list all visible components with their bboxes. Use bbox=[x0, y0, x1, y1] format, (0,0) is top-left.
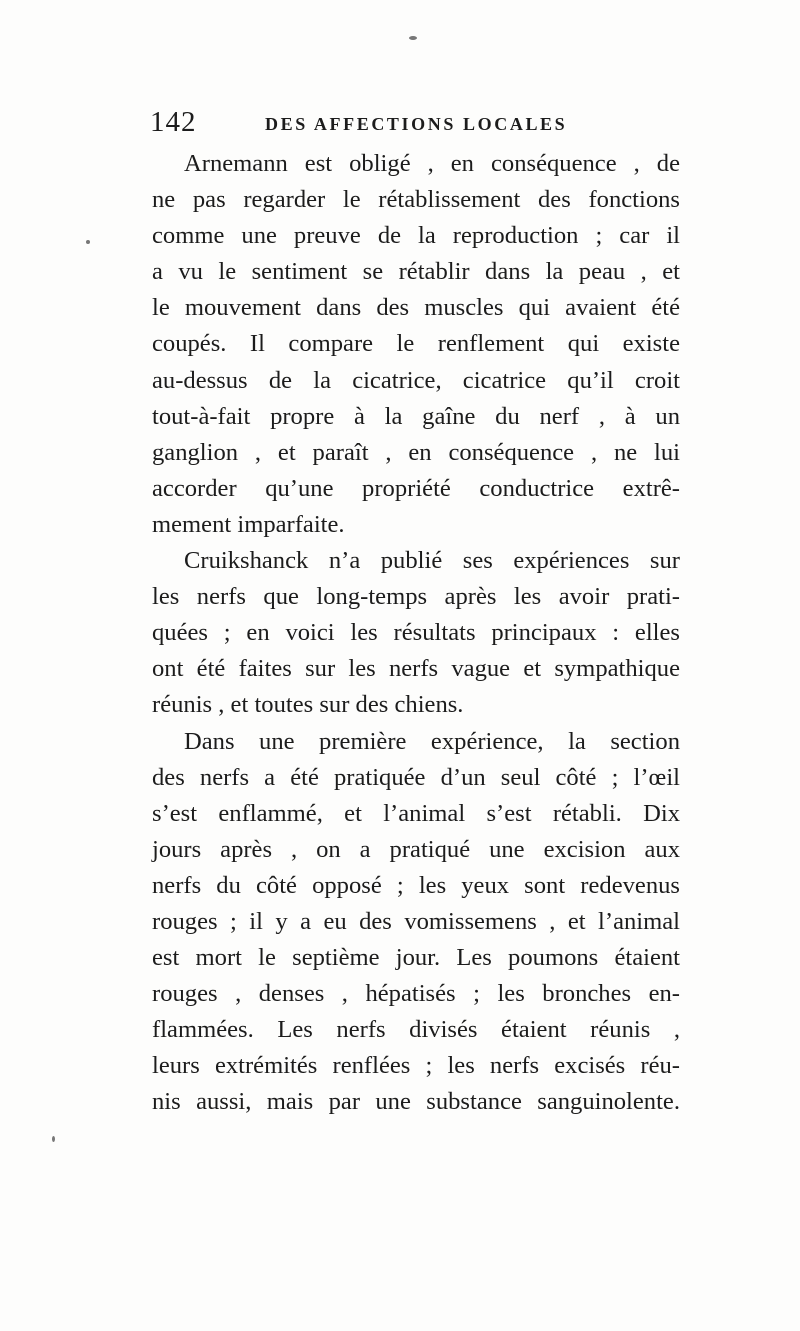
scan-speck bbox=[86, 240, 90, 244]
page-number: 142 bbox=[150, 106, 197, 138]
body-text bbox=[152, 146, 680, 1121]
scan-speck bbox=[52, 1136, 55, 1142]
text-line: flammées. Les nerfs divisés étaient réunis , bbox=[152, 1016, 680, 1044]
text-line: le mouvement dans des muscles qui avaient été bbox=[152, 294, 680, 322]
text-line: des nerfs a été pratiquée d’un seul côté ; l’œil bbox=[152, 763, 680, 791]
running-head: DES AFFECTIONS LOCALES bbox=[265, 114, 568, 134]
text-line: s’est enflammé, et l’animal s’est rétabli. Dix bbox=[152, 799, 680, 827]
text-line: est mort le septième jour. Les poumons étaient bbox=[152, 944, 680, 972]
text-line: leurs extrémités renflées ; les nerfs excisés réu- bbox=[152, 1052, 680, 1080]
scan-speck bbox=[409, 36, 417, 40]
text-line: nerfs du côté opposé ; les yeux sont redevenus bbox=[152, 871, 680, 899]
text-line: comme une preuve de la reproduction ; car il bbox=[152, 222, 680, 250]
text-line: coupés. Il compare le renflement qui existe bbox=[152, 330, 680, 358]
paragraph-1 bbox=[152, 146, 680, 543]
text-line: tout-à-fait propre à la gaîne du nerf , à un bbox=[152, 402, 680, 430]
text-line: ganglion , et paraît , en conséquence , ne lui bbox=[152, 438, 680, 466]
text-line: ont été faites sur les nerfs vague et sympathique bbox=[152, 655, 680, 683]
text-line: les nerfs que long-temps après les avoir prati- bbox=[152, 583, 680, 611]
text-line: a vu le sentiment se rétablir dans la peau , et bbox=[152, 258, 680, 286]
text-line: réunis , et toutes sur des chiens. bbox=[152, 691, 464, 719]
paragraph-3 bbox=[152, 724, 680, 1121]
text-line: rouges ; il y a eu des vomissemens , et l’animal bbox=[152, 907, 680, 935]
text-line: jours après , on a pratiqué une excision aux bbox=[152, 835, 680, 863]
text-line: Dans une première expérience, la section bbox=[184, 727, 680, 755]
text-line: ne pas regarder le rétablissement des fonctions bbox=[152, 186, 680, 214]
text-line: Arnemann est obligé , en conséquence , de bbox=[184, 150, 680, 177]
text-line: nis aussi, mais par une substance sanguinolente. bbox=[152, 1088, 680, 1116]
text-line: rouges , denses , hépatisés ; les bronches en- bbox=[152, 980, 680, 1008]
text-line: quées ; en voici les résultats principaux : elles bbox=[152, 619, 680, 647]
text-line: accorder qu’une propriété conductrice extrê- bbox=[152, 474, 680, 502]
page-header bbox=[150, 106, 680, 142]
text-line: Cruikshanck n’a publié ses expériences sur bbox=[184, 547, 680, 575]
text-line: au-dessus de la cicatrice, cicatrice qu’il croit bbox=[152, 366, 680, 394]
paragraph-2 bbox=[152, 543, 680, 723]
text-line: mement imparfaite. bbox=[152, 510, 345, 538]
